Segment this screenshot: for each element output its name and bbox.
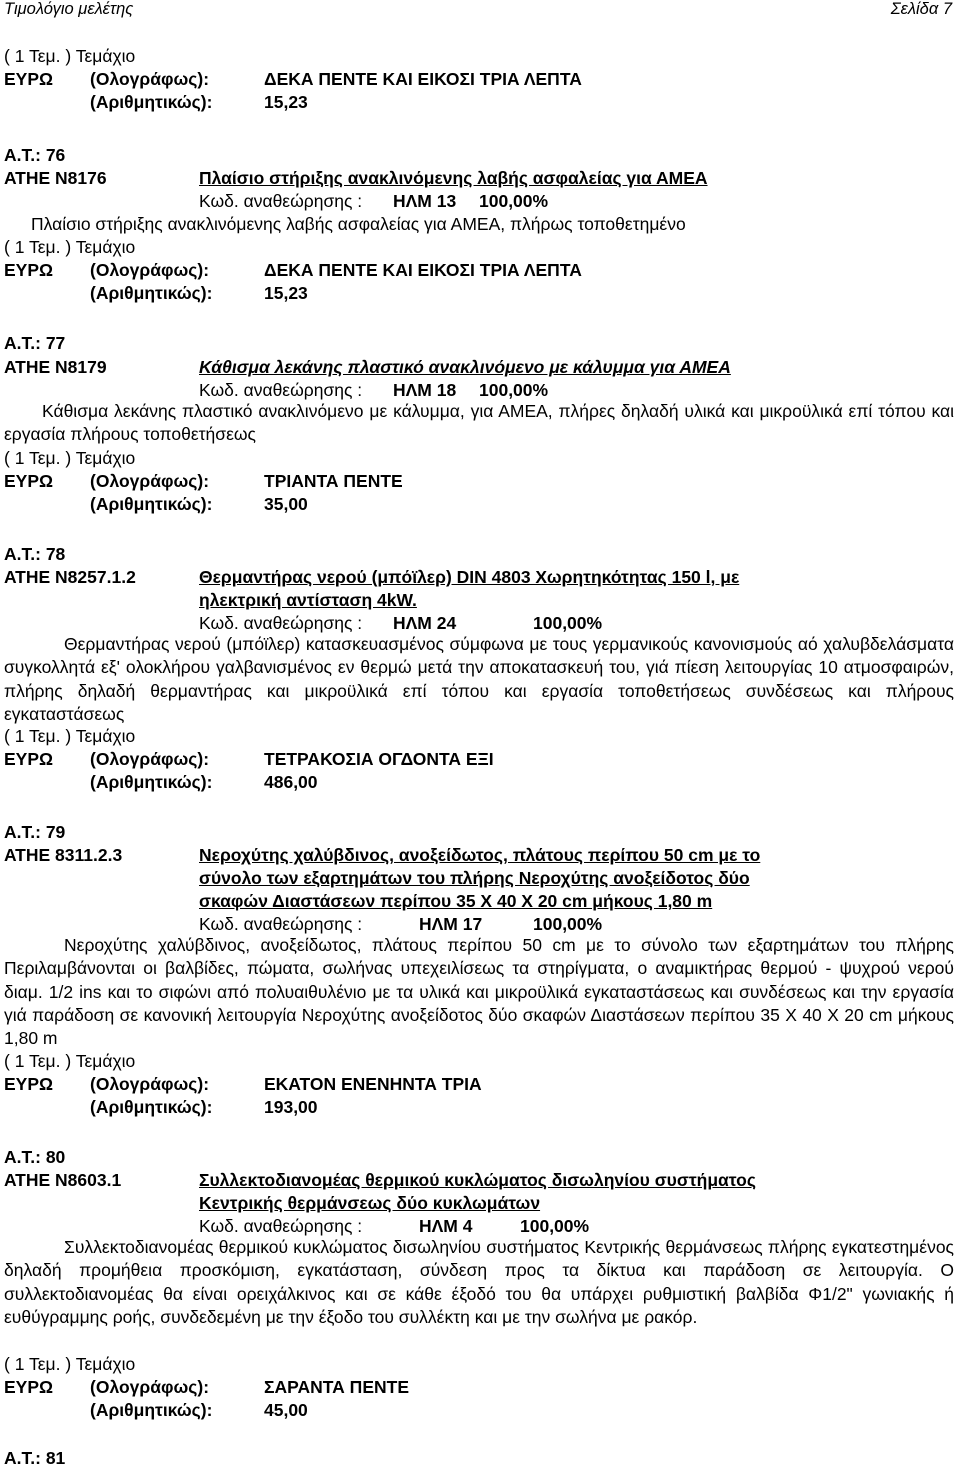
document-title: Τιμολόγιο μελέτης <box>4 0 134 18</box>
price-in-words: ΔΕΚΑ ΠΕΝΤΕ ΚΑΙ ΕΙΚΟΣΙ ΤΡΙΑ ΛΕΠΤΑ <box>264 69 582 89</box>
price-in-words: ΤΡΙΑΝΤΑ ΠΕΝΤΕ <box>264 471 403 491</box>
item-description: Πλαίσιο στήριξης ανακλινόμενης λαβής ασφαλείας για ΑΜΕΑ, πλήρως τοποθετημένο <box>31 214 686 234</box>
in-numbers-label: (Αριθμητικώς): <box>90 92 213 112</box>
in-words-label: (Ολογράφως): <box>90 1377 210 1397</box>
revision-percent: 100,00% <box>479 380 549 400</box>
revision-label: Κωδ. αναθεώρησης : <box>199 191 363 211</box>
item-title: Θερμαντήρας νερού (μπόϊλερ) DIN 4803 Χωρητηκότητας 150 l, με <box>199 567 740 587</box>
item-number: Α.Τ.: 79 <box>4 822 66 842</box>
currency-label: ΕΥΡΩ <box>4 69 54 89</box>
price-in-words: ΣΑΡΑΝΤΑ ΠΕΝΤΕ <box>264 1377 409 1397</box>
in-words-label: (Ολογράφως): <box>90 69 210 89</box>
price-in-numbers: 15,23 <box>264 92 308 112</box>
revision-code: ΗΛΜ 24 <box>393 613 457 633</box>
in-words-label: (Ολογράφως): <box>90 749 210 769</box>
unit-line: ( 1 Τεμ. ) Τεμάχιο <box>4 1051 136 1071</box>
currency-label: ΕΥΡΩ <box>4 1074 54 1094</box>
item-number: Α.Τ.: 78 <box>4 544 66 564</box>
revision-label: Κωδ. αναθεώρησης : <box>199 613 363 633</box>
revision-percent: 100,00% <box>520 1216 590 1236</box>
item-title: σκαφών Διαστάσεων περίπου 35 Χ 40 Χ 20 cm μήκους 1,80 m <box>199 891 713 911</box>
price-in-words: ΕΚΑΤΟΝ ΕΝΕΝΗΝΤΑ ΤΡΙΑ <box>264 1074 482 1094</box>
price-in-numbers: 486,00 <box>264 772 318 792</box>
currency-label: ΕΥΡΩ <box>4 1377 54 1397</box>
page-header <box>4 0 952 22</box>
in-words-label: (Ολογράφως): <box>90 260 210 280</box>
item-code: ΑΤΗΕ Ν8176 <box>4 168 107 188</box>
revision-code: ΗΛΜ 17 <box>419 914 483 934</box>
item-number: Α.Τ.: 77 <box>4 333 66 353</box>
item-description: Συλλεκτοδιανομέας θερμικού κυκλώματος δισωληνίου συστήματος Κεντρικής θερμάνσεως πλήρης εγκατεστημένος δηλαδή προμήθεια προσκόμιση, εγκατάσταση, σύνδεση προς τα δίκτυα και παράδοση σε λειτουργία. Ο συλλεκτοδιανομέας θα είναι ορειχάλκινος και σε κάθε έξοδό του θα υπάρχει ρυθμιστική βαλβίδα Φ1/2" γωνιακής ή ευθύγραμμης ροής, συνδεδεμένη με την έξοδο του συλλέκτη και με την σωλήνα με ρακόρ. <box>4 1237 954 1327</box>
revision-label: Κωδ. αναθεώρησης : <box>199 1216 363 1236</box>
revision-percent: 100,00% <box>479 191 549 211</box>
in-numbers-label: (Αριθμητικώς): <box>90 494 213 514</box>
revision-percent: 100,00% <box>533 613 603 633</box>
in-words-label: (Ολογράφως): <box>90 1074 210 1094</box>
currency-label: ΕΥΡΩ <box>4 749 54 769</box>
item-title: Νεροχύτης χαλύβδινος, ανοξείδωτος, πλάτους περίπου 50 cm με το <box>199 845 761 865</box>
item-title: Πλαίσιο στήριξης ανακλινόμενης λαβής ασφαλείας για ΑΜΕΑ <box>199 168 708 188</box>
item-description: Νεροχύτης χαλύβδινος, ανοξείδωτος, πλάτους περίπου 50 cm με το σύνολο των εξαρτημάτων του πλήρης Περιλαμβάνονται οι βαλβίδες, πώματα, σωλήνας υπεχειλίσεως τα στηρίγματα, ο αναμικτήρας θερμού - ψυχρού νερού διαμ. 1/2 ins και το σιφώνι από πολυαιθυλένιο με τα υλικά και μικροϋλικά εγκαταστάσεως και συνδέσεως και την εργασία γιά παράδοση σε κανονική λειτουργία Νεροχύτης ανοξείδοτος δύο σκαφών Διαστάσεων περίπου 35 Χ 40 Χ 20 cm μήκους 1,80 m <box>4 935 954 1049</box>
item-title: Συλλεκτοδιανομέας θερμικού κυκλώματος δισωληνίου συστήματος <box>199 1170 756 1190</box>
currency-label: ΕΥΡΩ <box>4 471 54 491</box>
unit-line: ( 1 Τεμ. ) Τεμάχιο <box>4 1354 136 1374</box>
item-number: Α.Τ.: 80 <box>4 1147 66 1167</box>
revision-percent: 100,00% <box>533 914 603 934</box>
item-code: ΑΤΗΕ Ν8603.1 <box>4 1170 122 1190</box>
in-numbers-label: (Αριθμητικώς): <box>90 283 213 303</box>
in-words-label: (Ολογράφως): <box>90 471 210 491</box>
unit-line: ( 1 Τεμ. ) Τεμάχιο <box>4 726 136 746</box>
price-in-numbers: 45,00 <box>264 1400 308 1420</box>
revision-code: ΗΛΜ 18 <box>393 380 457 400</box>
revision-code: ΗΛΜ 4 <box>419 1216 473 1236</box>
item-code: ΑΤΗΕ Ν8257.1.2 <box>4 567 136 587</box>
in-numbers-label: (Αριθμητικώς): <box>90 1097 213 1117</box>
unit-line: ( 1 Τεμ. ) Τεμάχιο <box>4 46 136 66</box>
item-number: Α.Τ.: 81 <box>4 1448 66 1468</box>
page-number: Σελίδα 7 <box>890 0 952 18</box>
price-in-words: ΔΕΚΑ ΠΕΝΤΕ ΚΑΙ ΕΙΚΟΣΙ ΤΡΙΑ ΛΕΠΤΑ <box>264 260 582 280</box>
item-title: σύνολο των εξαρτημάτων του πλήρης Νεροχύτης ανοξείδοτος δύο <box>199 868 750 888</box>
price-in-words: ΤΕΤΡΑΚΟΣΙΑ ΟΓΔΟΝΤΑ ΕΞΙ <box>264 749 494 769</box>
item-description: Θερμαντήρας νερού (μπόϊλερ) κατασκευασμένος σύμφωνα με τους γερμανικούς κανονισμούς αό χαλυβδελάσματα συγκολλητά εξ' ολοκλήρου γαλβανισμένος εν θερμώ μετά την αποκατασκευή του, γιά πίεση λειτουργίας 10 ατμοσφαιρών, πλήρης δηλαδή θερμαντήρας και μικροϋλικά επί τόπου και εργασία τοποθετήσεως συνδέσεως και πλήρους εγκαταστάσεως <box>4 634 954 724</box>
revision-label: Κωδ. αναθεώρησης : <box>199 380 363 400</box>
in-numbers-label: (Αριθμητικώς): <box>90 1400 213 1420</box>
in-numbers-label: (Αριθμητικώς): <box>90 772 213 792</box>
item-description: Κάθισμα λεκάνης πλαστικό ανακλινόμενο με κάλυμμα, για ΑΜΕΑ, πλήρες δηλαδή υλικά και μικροϋλικά επί τόπου και εργασία πλήρους τοποθετήσεως <box>4 401 954 445</box>
unit-line: ( 1 Τεμ. ) Τεμάχιο <box>4 448 136 468</box>
revision-code: ΗΛΜ 13 <box>393 191 457 211</box>
item-title: ηλεκτρική αντίσταση 4kW. <box>199 590 417 610</box>
unit-line: ( 1 Τεμ. ) Τεμάχιο <box>4 237 136 257</box>
item-code: ΑΤΗΕ 8311.2.3 <box>4 845 123 865</box>
price-in-numbers: 193,00 <box>264 1097 318 1117</box>
price-in-numbers: 15,23 <box>264 283 308 303</box>
item-number: Α.Τ.: 76 <box>4 145 66 165</box>
price-in-numbers: 35,00 <box>264 494 308 514</box>
currency-label: ΕΥΡΩ <box>4 260 54 280</box>
revision-label: Κωδ. αναθεώρησης : <box>199 914 363 934</box>
item-title: Κεντρικής θερμάνσεως δύο κυκλωμάτων <box>199 1193 541 1213</box>
item-code: ΑΤΗΕ Ν8179 <box>4 357 107 377</box>
item-title: Κάθισμα λεκάνης πλαστικό ανακλινόμενο με κάλυμμα για ΑΜΕΑ <box>199 357 731 377</box>
